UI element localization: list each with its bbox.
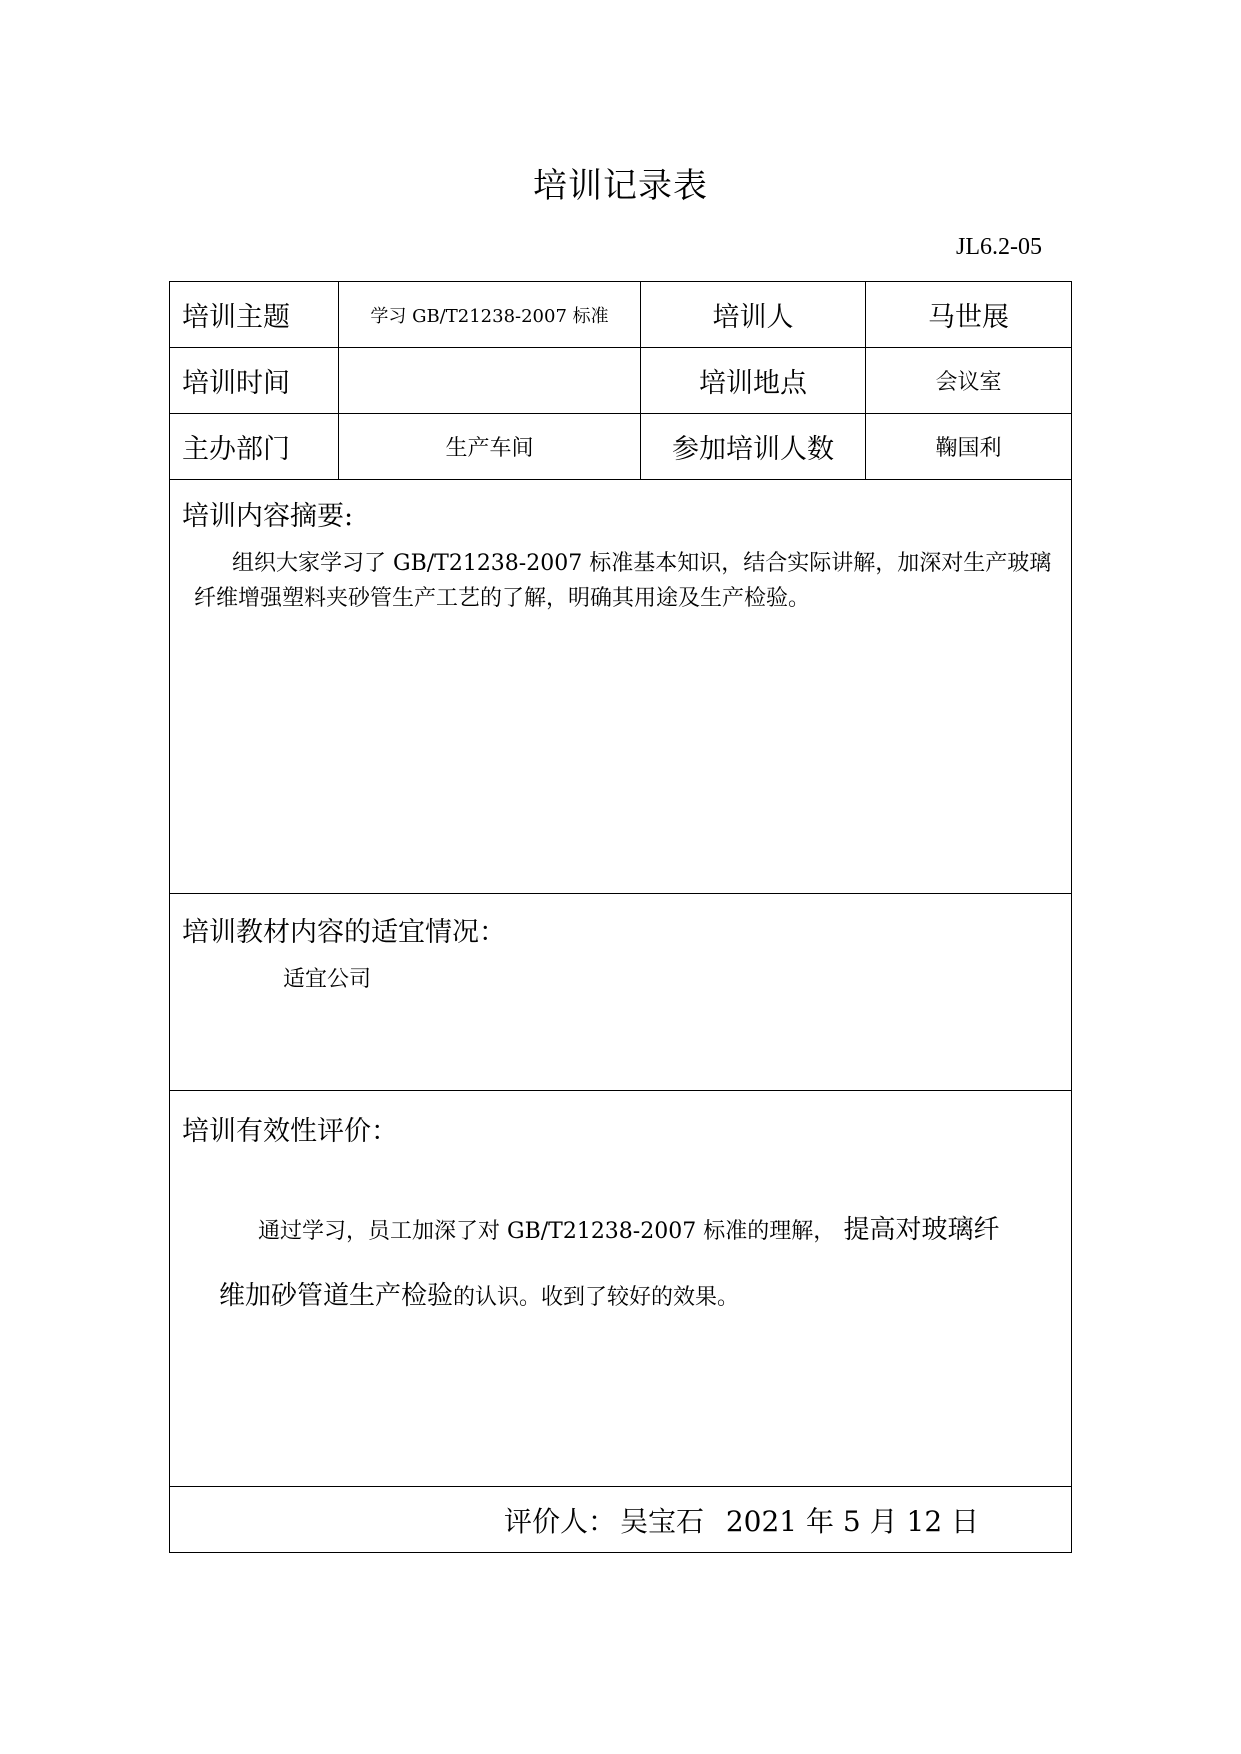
location-value: 会议室: [866, 348, 1072, 414]
topic-value: 学习 GB/T21238-2007 标准: [339, 282, 641, 348]
effectiveness-text-line1: [258, 1209, 1063, 1246]
trainer-value: 马世展: [866, 282, 1072, 348]
effectiveness-line2-part1: 维加砂管道生产检验: [219, 1281, 454, 1311]
effectiveness-line1-part2: 提高对玻璃纤: [835, 1215, 1000, 1245]
signoff-date: 2021 年 5 月 12 日: [725, 1504, 980, 1538]
document-number: JL6.2-05: [956, 234, 1042, 260]
participants-value: 鞠国利: [866, 414, 1072, 480]
signoff-cell: [170, 1487, 1072, 1553]
row-time: [170, 348, 1072, 414]
suitability-text: 适宜公司: [283, 967, 372, 992]
row-summary: [170, 480, 1072, 894]
row-effectiveness: [170, 1091, 1072, 1487]
effectiveness-line2-part2: 的认识。收到了较好的效果。: [453, 1285, 740, 1310]
evaluator-name: 吴宝石: [620, 1504, 705, 1538]
effectiveness-heading: 培训有效性评价：: [182, 1116, 398, 1147]
row-signoff: [170, 1487, 1072, 1553]
trainer-label: 培训人: [641, 282, 866, 348]
time-label: 培训时间: [170, 348, 339, 414]
participants-label: 参加培训人数: [641, 414, 866, 480]
row-suitability: [170, 894, 1072, 1091]
topic-label: 培训主题: [170, 282, 339, 348]
summary-cell: [170, 480, 1072, 894]
row-dept: [170, 414, 1072, 480]
summary-heading: 培训内容摘要:: [182, 501, 354, 532]
effectiveness-cell: [170, 1091, 1072, 1487]
suitability-heading: 培训教材内容的适宜情况：: [182, 917, 506, 948]
evaluator-label: 评价人：: [504, 1504, 617, 1538]
training-record-table: [169, 281, 1072, 1553]
dept-value: 生产车间: [339, 414, 641, 480]
time-value: [339, 348, 641, 414]
summary-text: 组织大家学习了 GB/T21238-2007 标准基本知识，结合实际讲解，加深对生产玻璃纤维增强塑料夹砂管生产工艺的了解，明确其用途及生产检验。: [194, 551, 1052, 611]
dept-label: 主办部门: [170, 414, 339, 480]
effectiveness-line1-part1: 通过学习，员工加深了对 GB/T21238-2007 标准的理解，: [258, 1219, 836, 1244]
effectiveness-text-line2: [219, 1275, 739, 1312]
suitability-cell: [170, 894, 1072, 1091]
document-title: 培训记录表: [533, 166, 708, 206]
location-label: 培训地点: [641, 348, 866, 414]
row-topic: [170, 282, 1072, 348]
